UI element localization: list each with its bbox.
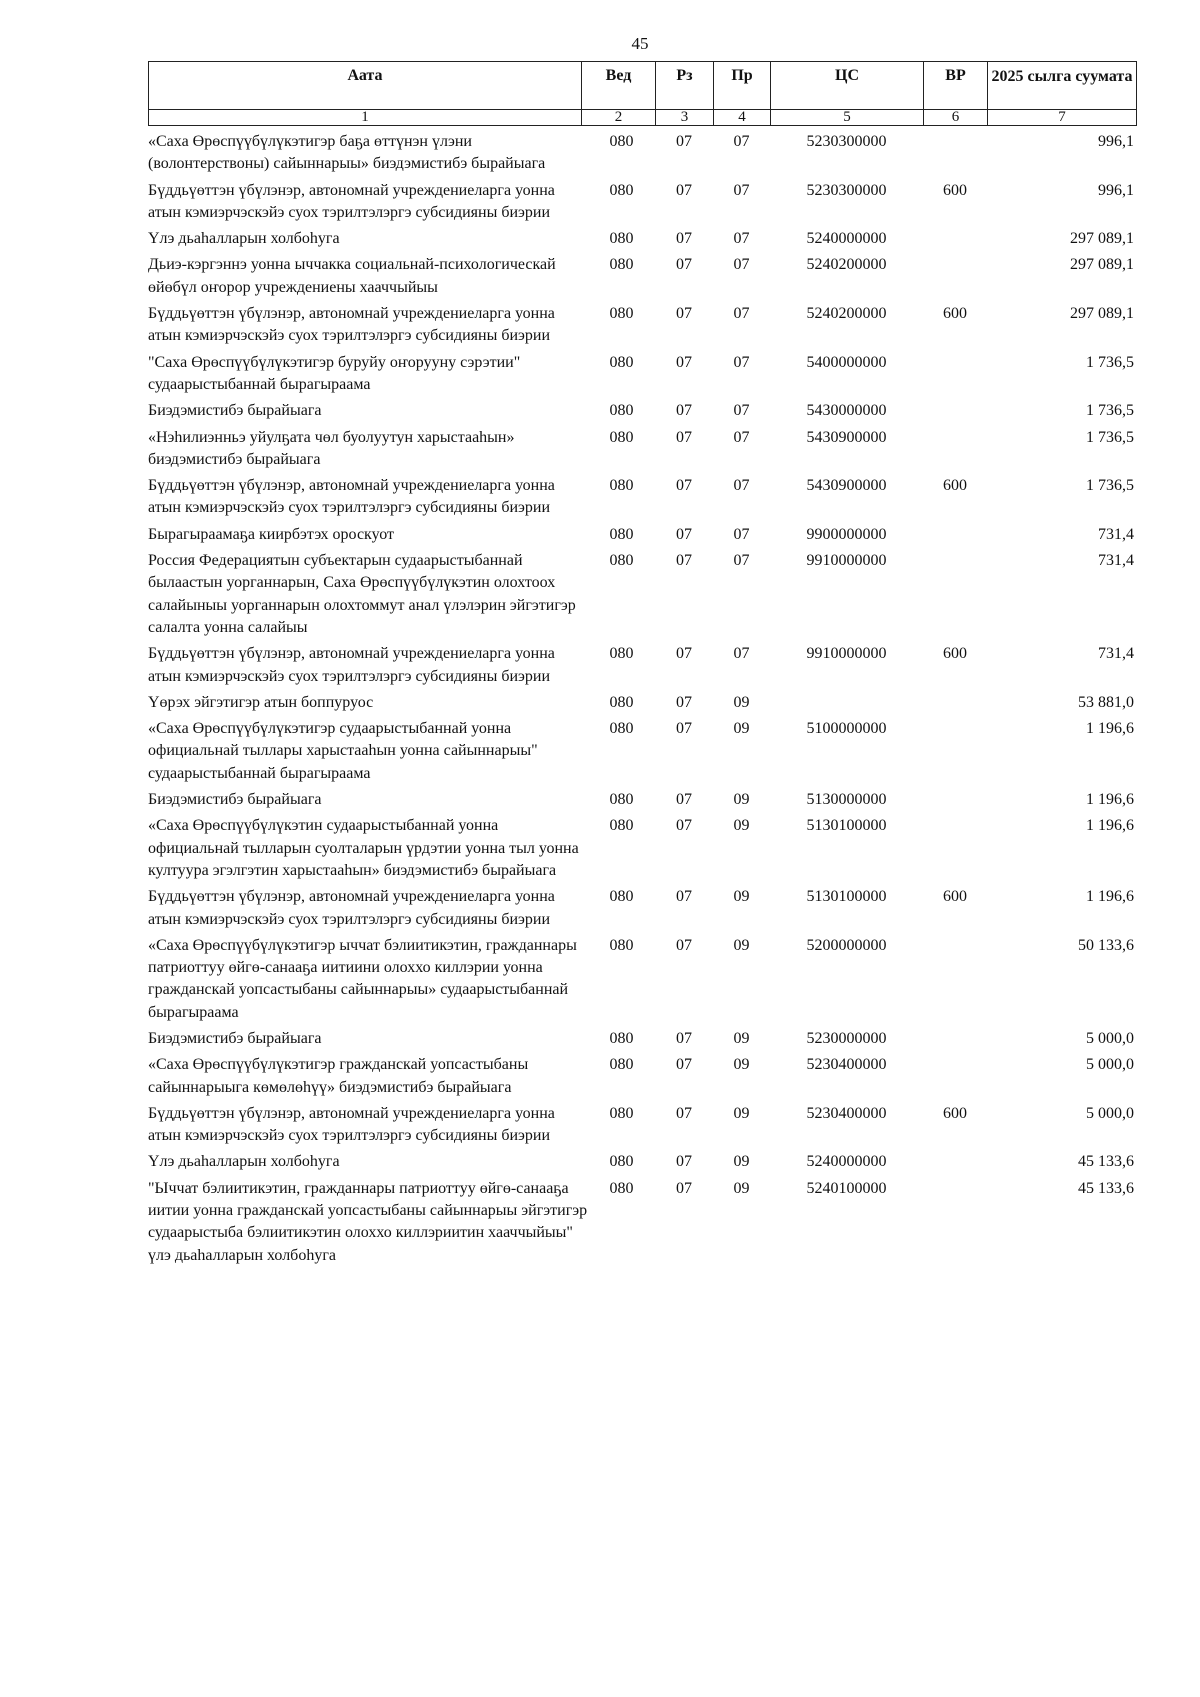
row-name: Үлэ дьаһалларын холбоһуга (148, 230, 340, 248)
row-sum: 1 196,6 (1086, 720, 1134, 738)
row-pr: 07 (733, 645, 750, 663)
row-ved: 080 (609, 353, 634, 371)
row-pr: 09 (733, 1104, 750, 1122)
row-cs: 5240000000 (806, 230, 887, 248)
row-ved: 080 (609, 525, 634, 543)
row-ved: 080 (609, 1029, 634, 1047)
row-pr: 07 (733, 353, 750, 371)
table-row (148, 475, 1136, 520)
row-ved: 080 (609, 133, 634, 150)
row-vr: 600 (943, 305, 967, 323)
row-cs (770, 692, 923, 714)
row-ved: 080 (609, 1104, 634, 1122)
row-rz: 07 (676, 477, 692, 495)
row-vr (923, 131, 987, 176)
table-row (148, 815, 1136, 882)
row-vr (923, 254, 987, 299)
row-pr: 09 (733, 791, 750, 809)
row-rz: 07 (676, 791, 692, 809)
row-name: Бүддьүөттэн үбүлэнэр, автономнай учреждениеларга уонна атын кэмиэрчэскэйэ суох тэрилтэлэргэ субсидияны биэрии (148, 888, 555, 928)
row-ved: 080 (609, 181, 634, 199)
row-vr: 600 (943, 1104, 967, 1122)
row-pr: 07 (733, 428, 750, 446)
row-vr (923, 718, 987, 785)
row-rz: 07 (676, 133, 692, 150)
row-ved: 080 (609, 888, 634, 906)
row-pr: 07 (733, 305, 750, 323)
row-vr (923, 815, 987, 882)
header-pr: Пр (714, 62, 771, 110)
header-number-1: 1 (149, 110, 582, 126)
row-sum: 1 196,6 (1086, 817, 1134, 835)
row-rz: 07 (676, 817, 692, 835)
row-vr (923, 228, 987, 250)
header-number-3: 3 (656, 110, 714, 126)
header-vr: ВР (924, 62, 988, 110)
row-vr (923, 935, 987, 1024)
row-rz: 07 (676, 552, 692, 570)
row-cs: 9910000000 (806, 552, 887, 570)
header-number-5: 5 (771, 110, 924, 126)
table-header (148, 61, 1137, 126)
row-sum: 5 000,0 (1086, 1104, 1134, 1122)
row-pr: 09 (733, 1056, 750, 1074)
row-sum: 5 000,0 (1086, 1029, 1134, 1047)
row-pr: 07 (733, 525, 750, 543)
header-name: Аата (149, 62, 582, 110)
row-ved: 080 (609, 720, 634, 738)
row-sum: 45 133,6 (1078, 1153, 1134, 1171)
row-name: «Нэһилиэнньэ уйулҕата чөл буолуутун харыстааһын» биэдэмистибэ бырайыага (148, 428, 515, 468)
row-ved: 080 (609, 1179, 634, 1197)
row-pr: 09 (733, 1153, 750, 1171)
row-ved: 080 (609, 428, 634, 446)
row-vr (923, 1028, 987, 1050)
row-ved: 080 (609, 1056, 634, 1074)
row-name: «Саха Өрөспүүбүлүкэтигэр баҕа өттүнэн үлэни (волонтерствоны) сайыннарыы» биэдэмистибэ бырайыага (148, 133, 546, 173)
table-row (148, 180, 1136, 225)
table-row (148, 228, 1136, 250)
row-vr (923, 427, 987, 472)
table-row (148, 400, 1136, 422)
row-name: Дьиэ-кэргэннэ уонна ыччакка социальнай-психологическай өйөбүл оҥорор учреждениены хааччыйыы (148, 256, 556, 296)
row-rz: 07 (676, 428, 692, 446)
row-name: Бүддьүөттэн үбүлэнэр, автономнай учреждениеларга уонна атын кэмиэрчэскэйэ суох тэрилтэлэргэ субсидияны биэрии (148, 1104, 555, 1145)
table-row (148, 1028, 1136, 1050)
row-cs: 5130000000 (806, 791, 887, 809)
row-cs: 5230300000 (806, 133, 887, 150)
row-vr (923, 524, 987, 546)
row-rz: 07 (676, 525, 692, 543)
table-row (148, 303, 1136, 348)
row-sum: 1 736,5 (1086, 402, 1134, 420)
row-rz: 07 (676, 693, 692, 711)
header-ved: Вед (582, 62, 656, 110)
row-cs: 5130100000 (806, 888, 887, 906)
row-sum: 1 196,6 (1086, 791, 1134, 809)
row-name: «Саха Өрөспүүбүлүкэтигэр гражданскай уопсастыбаны сайыннарыыга көмөлөһүү» биэдэмистибэ бырайыага (148, 1056, 529, 1096)
row-ved: 080 (609, 693, 634, 711)
row-name: Үөрэх эйгэтигэр атын боппуруос (148, 693, 374, 711)
row-sum: 731,4 (1098, 525, 1134, 543)
row-rz: 07 (676, 1153, 692, 1171)
row-pr: 07 (733, 552, 750, 570)
row-name: Биэдэмистибэ бырайыага (148, 1029, 322, 1047)
row-rz: 07 (676, 1104, 692, 1122)
row-rz: 07 (676, 353, 692, 371)
row-name: Бырагыраамаҕа киирбэтэх ороскуот (148, 525, 394, 543)
row-name: "Ыччат бэлиитикэтин, гражданнары патриоттуу өйгө-санааҕа иитии уонна гражданскай уопсастыбаны сайыннарыы эйгэтигэр судаарыстыба бэлиитикэтин олоххо киллэриитин хааччыйыы" үлэ дьаһалларын холбоһуга (148, 1179, 588, 1264)
header-number-2: 2 (582, 110, 656, 126)
row-vr (923, 400, 987, 422)
table-row (148, 1151, 1136, 1173)
row-ved: 080 (609, 791, 634, 809)
row-rz: 07 (676, 888, 692, 906)
row-sum: 297 089,1 (1070, 305, 1134, 323)
table-row (148, 692, 1136, 714)
row-ved: 080 (609, 402, 634, 420)
row-rz: 07 (676, 181, 692, 199)
row-rz: 07 (676, 720, 692, 738)
row-cs: 5240100000 (806, 1179, 887, 1197)
row-cs: 5430900000 (806, 477, 887, 495)
row-pr: 07 (733, 181, 750, 199)
table-row (148, 427, 1136, 472)
row-cs: 5130100000 (806, 817, 887, 835)
row-vr (923, 789, 987, 811)
row-vr: 600 (943, 645, 967, 663)
row-cs: 5200000000 (806, 936, 887, 954)
row-rz: 07 (676, 645, 692, 663)
header-number-7: 7 (988, 110, 1137, 126)
table-row (148, 718, 1136, 785)
table-row (148, 1178, 1136, 1267)
row-name: Үлэ дьаһалларын холбоһуга (148, 1153, 340, 1171)
row-cs: 5430900000 (806, 428, 887, 446)
row-rz: 07 (676, 305, 692, 323)
table-row (148, 789, 1136, 811)
row-rz: 07 (676, 402, 692, 420)
row-vr (923, 1054, 987, 1099)
row-name: "Саха Өрөспүүбүлүкэтигэр буруйу оҥорууну сэрэтии" судаарыстыбаннай бырагыраама (148, 353, 521, 393)
row-name: Бүддьүөттэн үбүлэнэр, автономнай учреждениеларга уонна атын кэмиэрчэскэйэ суох тэрилтэлэргэ субсидияны биэрии (148, 645, 555, 685)
row-sum: 996,1 (1098, 133, 1134, 150)
row-cs: 9910000000 (806, 645, 887, 663)
row-sum: 731,4 (1098, 645, 1134, 663)
row-vr (923, 692, 987, 714)
row-cs: 5100000000 (806, 720, 887, 738)
row-pr: 09 (733, 888, 750, 906)
header-number-4: 4 (714, 110, 771, 126)
row-sum: 45 133,6 (1078, 1179, 1134, 1197)
table-row (148, 1103, 1136, 1148)
table-row (148, 524, 1136, 546)
row-ved: 080 (609, 230, 634, 248)
header-amount: 2025 сылга суумата (988, 62, 1137, 110)
row-vr (923, 550, 987, 639)
row-pr: 09 (733, 1179, 750, 1197)
row-rz: 07 (676, 1029, 692, 1047)
row-sum: 1 736,5 (1086, 428, 1134, 446)
row-name: Биэдэмистибэ бырайыага (148, 791, 322, 809)
row-vr: 600 (943, 477, 967, 495)
row-cs: 5230400000 (806, 1056, 887, 1074)
row-vr (923, 352, 987, 397)
row-cs: 5430000000 (806, 402, 887, 420)
row-rz: 07 (676, 1179, 692, 1197)
header-cs: ЦС (771, 62, 924, 110)
row-name: Бүддьүөттэн үбүлэнэр, автономнай учреждениеларга уонна атын кэмиэрчэскэйэ суох тэрилтэлэргэ субсидияны биэрии (148, 305, 555, 345)
row-pr: 07 (733, 230, 750, 248)
row-ved: 080 (609, 256, 634, 274)
row-sum: 996,1 (1098, 181, 1134, 199)
row-pr: 09 (733, 936, 750, 954)
row-ved: 080 (609, 817, 634, 835)
row-sum: 297 089,1 (1070, 256, 1134, 274)
row-ved: 080 (609, 645, 634, 663)
row-ved: 080 (609, 936, 634, 954)
row-pr: 09 (733, 817, 750, 835)
header-rz: Рз (656, 62, 714, 110)
row-ved: 080 (609, 477, 634, 495)
row-rz: 07 (676, 256, 692, 274)
row-name: «Саха Өрөспүүбүлүкэтигэр судаарыстыбаннай уонна официальнай тыллары харыстааһын уонна сайыннарыы" судаарыстыбаннай бырагыраама (148, 720, 538, 782)
row-name: «Саха Өрөспүүбүлүкэтин судаарыстыбаннай уонна официальнай тылларын суолталарын үрдэтии уонна тыл уонна култуура эгэлгэтин харыстааһын» биэдэмистибэ бырайыага (148, 817, 579, 879)
row-sum: 731,4 (1098, 552, 1134, 570)
row-pr: 07 (733, 133, 750, 150)
row-sum: 297 089,1 (1070, 230, 1134, 248)
row-name: Бүддьүөттэн үбүлэнэр, автономнай учреждениеларга уонна атын кэмиэрчэскэйэ суох тэрилтэлэргэ субсидияны биэрии (148, 477, 555, 517)
table-row (148, 1054, 1136, 1099)
row-rz: 07 (676, 1056, 692, 1074)
row-sum: 1 736,5 (1086, 477, 1134, 495)
row-sum: 50 133,6 (1078, 936, 1134, 954)
row-cs: 5240200000 (806, 256, 887, 274)
row-cs: 5240200000 (806, 305, 887, 323)
row-rz: 07 (676, 230, 692, 248)
header-number-6: 6 (924, 110, 988, 126)
row-cs: 5230000000 (806, 1029, 887, 1047)
row-ved: 080 (609, 1153, 634, 1171)
page-number: 45 (631, 34, 649, 53)
row-sum: 1 196,6 (1086, 888, 1134, 906)
row-rz: 07 (676, 936, 692, 954)
row-vr: 600 (943, 888, 967, 906)
row-cs: 5230300000 (806, 181, 887, 199)
row-vr (923, 1151, 987, 1173)
table-row (148, 254, 1136, 299)
row-sum: 53 881,0 (1078, 693, 1134, 711)
row-name: «Саха Өрөспүүбүлүкэтигэр ыччат бэлиитикэтин, гражданнары патриоттуу өйгө-санааҕа иитиини олоххо киллэрии уонна гражданскай уопсастыбаны сайыннарыы» судаарыстыбаннай бырагыраама (148, 936, 577, 1021)
row-pr: 07 (733, 402, 750, 420)
row-name: Россия Федерациятын субъектарын судаарыстыбаннай былаастын уорганнарын, Саха Өрөспүүбүлүкэтин олохтоох салайыныы уорганнарын олохтоммут анал үлэлэрин эйгэтигэр салалта уонна салайыы (148, 552, 576, 636)
row-ved: 080 (609, 305, 634, 323)
table-row (148, 131, 1136, 176)
row-pr: 09 (733, 720, 750, 738)
table-row (148, 886, 1136, 931)
row-cs: 9900000000 (806, 525, 887, 543)
table-row (148, 643, 1136, 688)
table-body (148, 131, 1136, 1271)
row-vr: 600 (943, 181, 967, 199)
table-row (148, 935, 1136, 1024)
row-name: Бүддьүөттэн үбүлэнэр, автономнай учреждениеларга уонна атын кэмиэрчэскэйэ суох тэрилтэлэргэ субсидияны биэрии (148, 181, 555, 221)
table-row (148, 550, 1136, 639)
row-sum: 1 736,5 (1086, 353, 1134, 371)
row-cs: 5240000000 (806, 1153, 887, 1171)
row-pr: 09 (733, 1029, 750, 1047)
row-sum: 5 000,0 (1086, 1056, 1134, 1074)
row-ved: 080 (609, 552, 634, 570)
row-pr: 09 (733, 693, 750, 711)
row-pr: 07 (733, 256, 750, 274)
row-pr: 07 (733, 477, 750, 495)
table-row (148, 352, 1136, 397)
row-cs: 5400000000 (806, 353, 887, 371)
row-cs: 5230400000 (806, 1104, 887, 1122)
row-name: Биэдэмистибэ бырайыага (148, 402, 322, 420)
row-vr (923, 1178, 987, 1267)
